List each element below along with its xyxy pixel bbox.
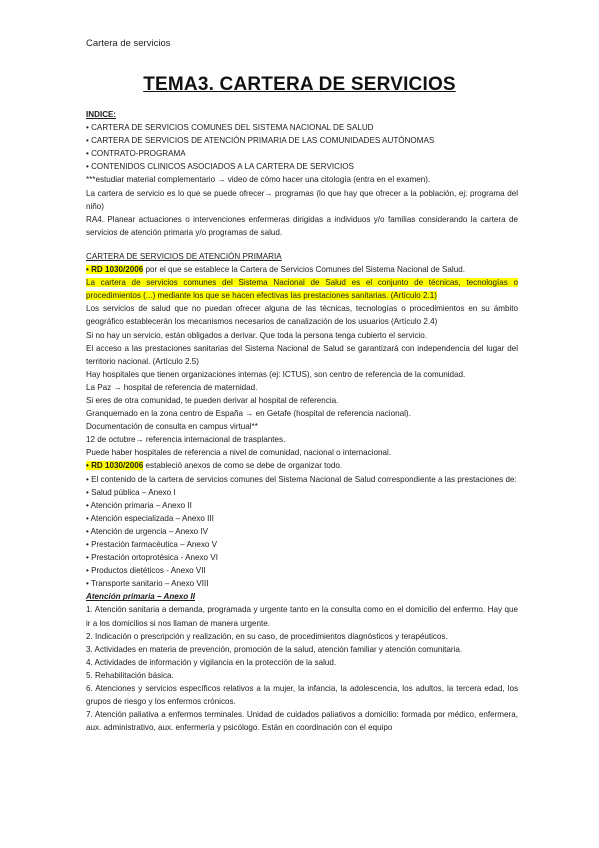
body-paragraph: Si no hay un servicio, están obligados a derivar. Que toda la persona tenga cubierto el servicio.	[86, 330, 428, 340]
numbered-item: 4. Actividades de información y vigilancia en la protección de la salud.	[86, 657, 337, 667]
annex-item: • Atención de urgencia – Anexo IV	[86, 526, 209, 536]
annex-item: • Salud pública – Anexo I	[86, 487, 176, 497]
index-item: • CARTERA DE SERVICIOS COMUNES DEL SISTEMA NACIONAL DE SALUD	[86, 123, 374, 133]
body-paragraph: Puede haber hospitales de referencia a nivel de comunidad, nacional o internacional.	[86, 448, 392, 458]
annex-item: • Atención especializada – Anexo III	[86, 513, 214, 523]
numbered-item: 1. Atención sanitaria a demanda, programada y urgente tanto en la consulta como en el domicilio del enfermo. Hay que ir a los domicilios si nos llaman de manera urgente.	[86, 605, 518, 628]
annex-item: • Transporte sanitario – Anexo VIII	[86, 579, 209, 589]
numbered-item: 5. Rehabilitación básica.	[86, 670, 174, 680]
rd-highlight: • RD 1030/2006	[86, 265, 144, 275]
note-paragraph: RA4. Planear actuaciones o intervenciones enfermeras dirigidas a individuos y/o familias considerando la cartera de servicios de atención primaria y/o programas de salud.	[86, 214, 518, 237]
annex-item: • Productos dietéticos - Anexo VII	[86, 566, 206, 576]
body-paragraph: Los servicios de salud que no puedan ofrecer alguna de las técnicas, tecnologías o procedimientos en su ámbito geográfico establecerán los mecanismos necesarios de canalización de los usuarios (Artículo 2.4)	[86, 304, 518, 327]
index-item: • CONTENIDOS CLINICOS ASOCIADOS A LA CARTERA DE SERVICIOS	[86, 162, 354, 172]
rd-text: estableció anexos de como se debe de organizar todo.	[143, 461, 343, 471]
annex-item: • Prestación ortoprotésica - Anexo VI	[86, 553, 218, 563]
body-paragraph: 12 de octubre→ referencia internacional de trasplantes.	[86, 435, 286, 445]
body-paragraph: Documentación de consulta en campus virtual**	[86, 422, 258, 432]
numbered-item: 6. Atenciones y servicios específicos relativos a la mujer, la infancia, la adolescencia, los adultos, la tercera edad, los grupos de riesgo y los enfermos crónicos.	[86, 684, 518, 707]
note-paragraph: La cartera de servicio es lo que se puede ofrecer→ programas (lo que hay que ofrecer a la población, ej: programa del niño)	[86, 188, 518, 211]
note-paragraph: ***estudiar material complementario → video de cómo hacer una citología (entra en el examen).	[86, 175, 431, 185]
index-item: • CONTRATO-PROGRAMA	[86, 149, 186, 159]
rd-paragraph	[86, 459, 518, 472]
running-header: Cartera de servicios	[86, 38, 171, 49]
section-heading: CARTERA DE SERVICIOS DE ATENCIÓN PRIMARIA	[86, 251, 282, 261]
annex-item: • Prestación farmacéutica – Anexo V	[86, 540, 218, 549]
numbered-item: 3. Actividades en materia de prevención, promoción de la salud, atención familiar y atención comunitaria.	[86, 644, 463, 654]
rd-highlight: • RD 1030/2006	[86, 461, 144, 471]
rd-text: por el que se establece la Cartera de Servicios Comunes del Sistema Nacional de Salud.	[143, 265, 465, 275]
body-paragraph: La Paz → hospital de referencia de maternidad.	[86, 382, 258, 392]
index-item: • CARTERA DE SERVICIOS DE ATENCIÓN PRIMARIA DE LAS COMUNIDADES AUTÓNOMAS	[86, 136, 435, 146]
annex-intro: • El contenido de la cartera de servicios comunes del Sistema Nacional de Salud correspondiente a las prestaciones de:	[86, 474, 517, 484]
index-heading: INDICE:	[86, 110, 117, 119]
body-paragraph: Hay hospitales que tienen organizaciones internas (ej: ICTUS), son centro de referencia de la comunidad.	[86, 369, 466, 379]
subsection-heading: Atención primaria – Anexo II	[86, 592, 195, 602]
numbered-item: 7. Atención paliativa a enfermos terminales. Unidad de cuidados paliativos a domicilio: formada por médico, enfermera, aux. administrativo, aux. enfermería y psicólogo. Están en coordinación con el equipo	[86, 710, 518, 733]
annex-item: • Atención primaria – Anexo II	[86, 500, 192, 510]
body-paragraph: Si eres de otra comunidad, te pueden derivar al hospital de referencia.	[86, 395, 339, 405]
rd-paragraph	[86, 263, 518, 276]
quote-highlight: La cartera de servicios comunes del Sistema Nacional de Salud es el conjunto de técnicas, tecnologías o procedimientos (...) mediante los que se hacen efectivas las prestaciones sanitarias. (Artículo 2.1)	[86, 278, 518, 301]
body-paragraph: Granquemado en la zona centro de España → en Getafe (hospital de referencia nacional).	[86, 409, 411, 419]
body-paragraph: El acceso a las prestaciones sanitarias del Sistema Nacional de Salud se garantizará con independencia del lugar del territorio nacional. (Artículo 2.5)	[86, 343, 518, 366]
page-title: TEMA3. CARTERA DE SERVICIOS	[143, 74, 456, 95]
document-body	[86, 108, 518, 734]
quote-paragraph	[86, 276, 518, 302]
numbered-item: 2. Indicación o prescripción y realización, en su caso, de procedimientos diagnósticos y terapéuticos.	[86, 631, 448, 641]
